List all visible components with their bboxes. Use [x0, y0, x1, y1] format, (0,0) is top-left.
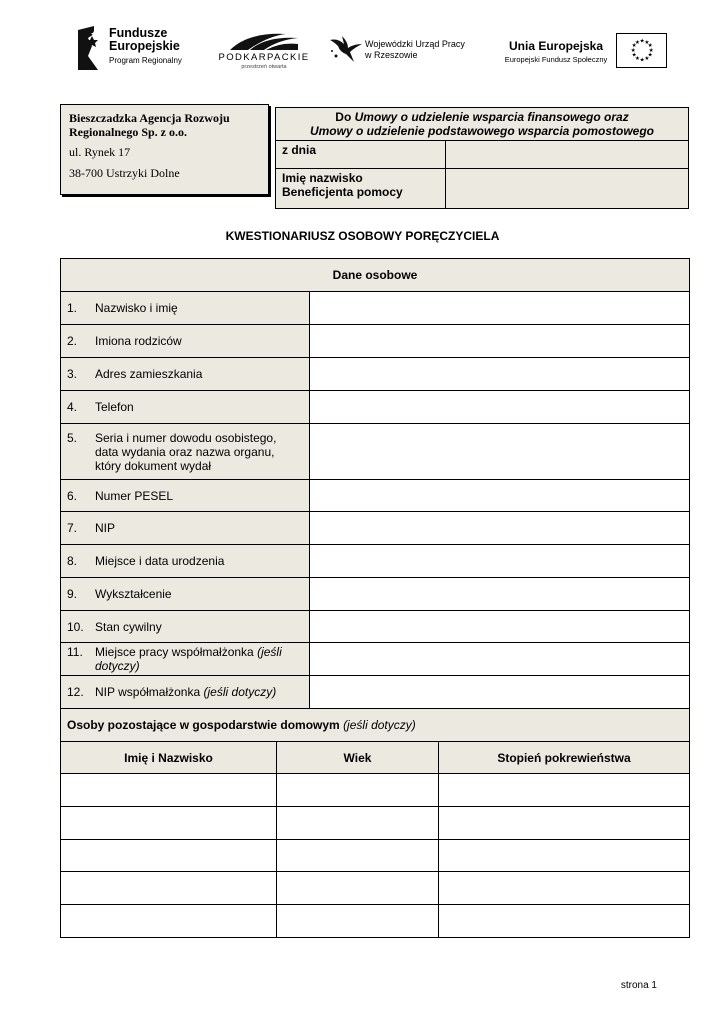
beneficiary-name-field[interactable]: [446, 169, 689, 209]
personal-row-field[interactable]: [310, 578, 690, 611]
svg-text:★: ★: [634, 55, 640, 62]
svg-text:★: ★: [630, 47, 636, 54]
household-col-name: Imię i Nazwisko: [61, 742, 277, 774]
personal-row-label: 7. NIP: [61, 512, 310, 545]
agency-address: ul. Rynek 17: [69, 145, 131, 159]
contract-date-field[interactable]: [446, 141, 689, 169]
svg-text:★: ★: [639, 38, 645, 45]
household-header-label: Osoby pozostające w gospodarstwie domowym: [67, 718, 340, 732]
contract-title-line1: Umowy o udzielenie wsparcia finansowego oraz: [354, 110, 629, 124]
fundusze-europejskie-logo: [78, 24, 208, 76]
household-relation-cell[interactable]: [439, 774, 690, 807]
personal-row-field[interactable]: [310, 545, 690, 578]
ue-title: Unia Europejska: [508, 39, 604, 53]
household-name-cell[interactable]: [61, 905, 277, 938]
page-number: strona 1: [620, 980, 657, 991]
household-age-cell[interactable]: [277, 905, 439, 938]
eu-flag-icon: [616, 33, 667, 68]
household-name-cell[interactable]: [61, 840, 277, 872]
personal-row-field[interactable]: [310, 292, 690, 325]
household-age-cell[interactable]: [277, 840, 439, 872]
logo-bar: [0, 24, 725, 76]
svg-text:★: ★: [631, 52, 637, 59]
personal-row-field[interactable]: [310, 611, 690, 643]
svg-text:★: ★: [644, 39, 650, 46]
svg-text:★: ★: [644, 55, 650, 62]
household-col-relation: Stopień pokrewieństwa: [439, 742, 690, 774]
household-relation-cell[interactable]: [439, 872, 690, 905]
guarantor-questionnaire-table: [60, 258, 690, 938]
svg-text:★: ★: [648, 47, 654, 54]
eu-funds-logo-icon: [78, 26, 102, 70]
beneficiary-label-line1: Imię nazwisko: [282, 171, 363, 185]
ue-subtitle: Europejski Fundusz Społeczny: [504, 55, 608, 64]
agency-box: [60, 104, 269, 195]
unia-europejska-logo: [495, 24, 675, 76]
household-name-cell[interactable]: [61, 872, 277, 905]
beneficiary-name-label: [276, 169, 446, 209]
personal-row-field[interactable]: [310, 358, 690, 391]
svg-text:★: ★: [647, 52, 653, 59]
personal-row-field[interactable]: [310, 512, 690, 545]
svg-text:★: ★: [634, 39, 640, 46]
personal-row-label: 6. Numer PESEL: [61, 480, 310, 512]
contract-date-label: z dnia: [276, 141, 446, 169]
personal-row-label: 11. Miejsce pracy współmałżonka (jeśli dotyczy): [61, 643, 310, 676]
svg-text:★: ★: [631, 43, 637, 50]
wup-name-line1: Wojewódzki Urząd Pracy: [365, 39, 465, 49]
wup-name-line2: w Rzeszowie: [365, 50, 418, 60]
personal-row-field[interactable]: [310, 325, 690, 358]
personal-row-label: 8. Miejsce i data urodzenia: [61, 545, 310, 578]
household-age-cell[interactable]: [277, 872, 439, 905]
household-name-cell[interactable]: [61, 774, 277, 807]
document-title: KWESTIONARIUSZ OSOBOWY PORĘCZYCIELA: [225, 229, 500, 243]
personal-row-label: 12. NIP współmałżonka (jeśli dotyczy): [61, 676, 310, 709]
household-col-age: Wiek: [277, 742, 439, 774]
personal-row-field[interactable]: [310, 676, 690, 709]
personal-row-label: 9. Wykształcenie: [61, 578, 310, 611]
contract-reference-table: [275, 107, 689, 209]
fe-logo-line2: Europejskie: [109, 39, 180, 53]
podkarpackie-name: PODKARPACKIE: [218, 52, 310, 63]
personal-row-label: 5. Seria i numer dowodu osobistego, data wydania oraz nazwa organu, który dokument wydał: [61, 424, 310, 480]
household-relation-cell[interactable]: [439, 905, 690, 938]
household-age-cell[interactable]: [277, 774, 439, 807]
personal-row-label: 2. Imiona rodziców: [61, 325, 310, 358]
personal-row-label: 1. Nazwisko i imię: [61, 292, 310, 325]
personal-data-header: Dane osobowe: [61, 259, 690, 292]
fe-logo-line3: Program Regionalny: [109, 56, 182, 65]
household-age-cell[interactable]: [277, 807, 439, 840]
contract-prefix: Do: [335, 110, 352, 124]
personal-row-label: 3. Adres zamieszkania: [61, 358, 310, 391]
fe-logo-line1: Fundusze: [109, 26, 168, 40]
personal-row-label: 10. Stan cywilny: [61, 611, 310, 643]
podkarpackie-tagline: przestrzeń otwarta: [241, 64, 287, 70]
beneficiary-label-line2: Beneficjenta pomocy: [282, 185, 403, 199]
wup-bird-icon: [330, 34, 362, 64]
household-relation-cell[interactable]: [439, 807, 690, 840]
agency-name: Bieszczadzka Agencja Rozwoju Regionalnego Sp. z o.o.: [69, 111, 230, 139]
personal-row-field[interactable]: [310, 424, 690, 480]
personal-row-field[interactable]: [310, 480, 690, 512]
personal-row-field[interactable]: [310, 391, 690, 424]
personal-row-label: 4. Telefon: [61, 391, 310, 424]
contract-title-line2: Umowy o udzielenie podstawowego wsparcia pomostowego: [309, 124, 655, 138]
contract-title: [276, 108, 689, 141]
wup-logo: [330, 24, 475, 76]
podkarpackie-logo: [214, 24, 314, 76]
personal-row-field[interactable]: [310, 643, 690, 676]
household-header: [61, 709, 690, 742]
household-name-cell[interactable]: [61, 807, 277, 840]
podkarpackie-wave-icon: [228, 28, 300, 52]
svg-text:★: ★: [639, 57, 645, 64]
agency-city: 38-700 Ustrzyki Dolne: [69, 166, 180, 180]
household-header-note: (jeśli dotyczy): [343, 718, 416, 732]
svg-text:★: ★: [647, 43, 653, 50]
household-relation-cell[interactable]: [439, 840, 690, 872]
